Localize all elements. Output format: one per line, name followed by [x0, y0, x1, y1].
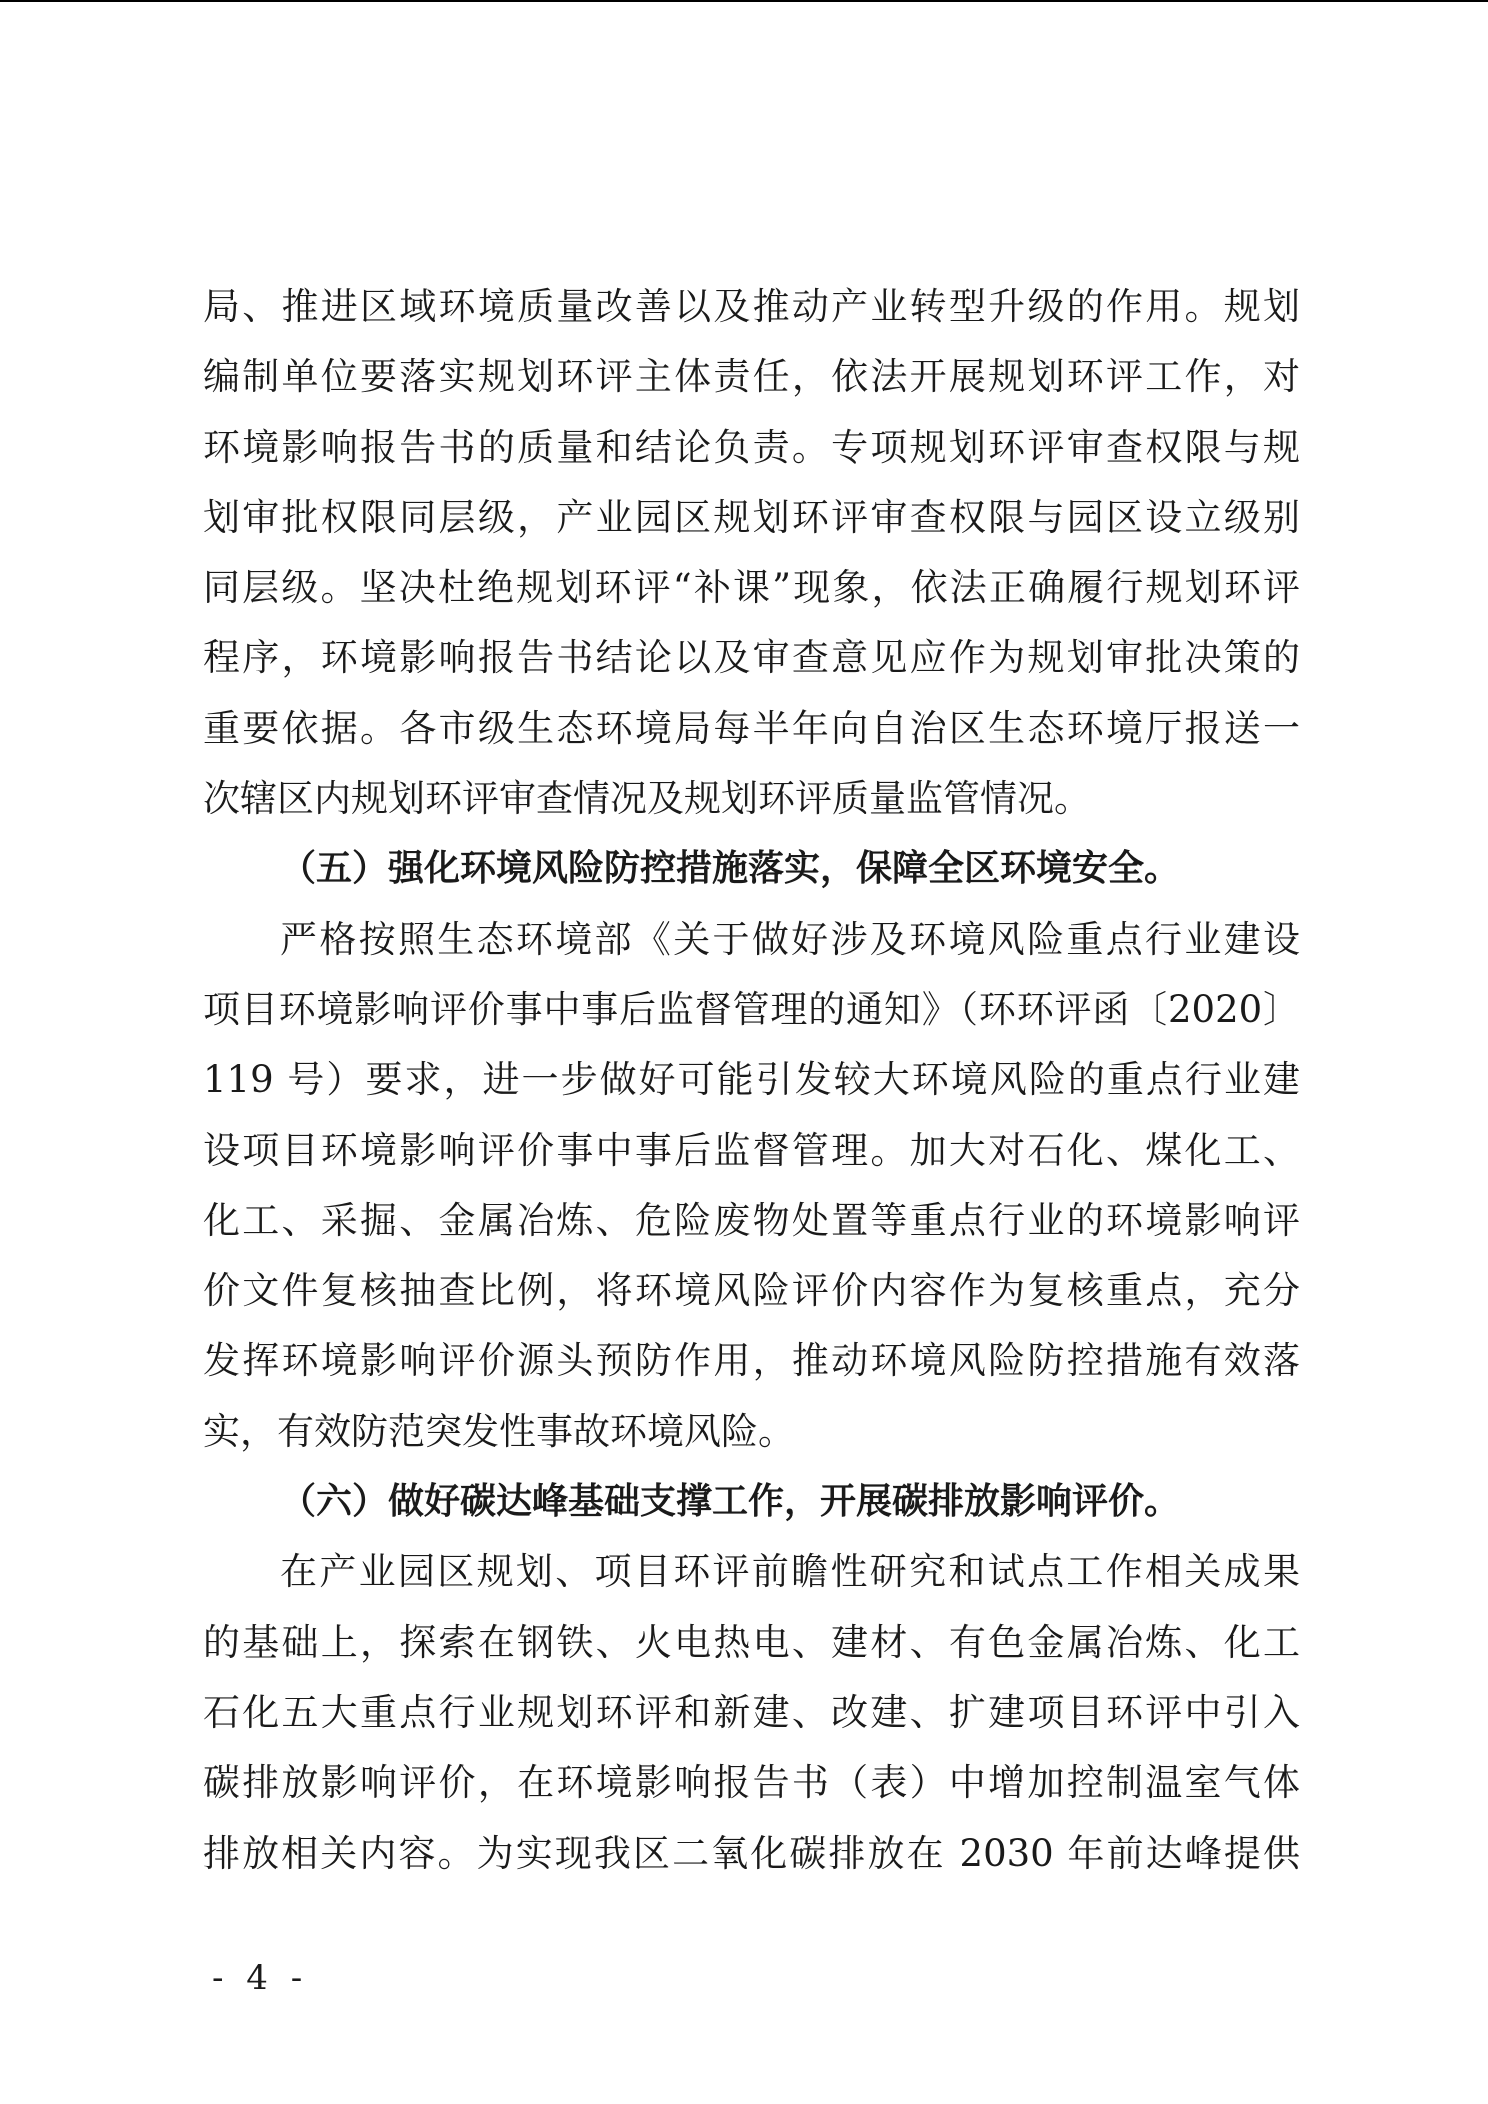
paragraph-line: 的基础上，探索在钢铁、火电热电、建材、有色金属冶炼、化工: [203, 1620, 1300, 1664]
paragraph-line: 环境影响报告书的质量和结论负责。专项规划环评审查权限与规: [203, 425, 1300, 469]
paragraph-line: 同层级。坚决杜绝规划环评“补课”现象，依法正确履行规划环评: [203, 566, 1300, 610]
paragraph-line: 编制单位要落实规划环评主体责任，依法开展规划环评工作，对: [203, 355, 1300, 399]
paragraph-line: 严格按照生态环境部《关于做好涉及环境风险重点行业建设: [280, 917, 1300, 961]
paragraph-line: 局、推进区域环境质量改善以及推动产业转型升级的作用。规划: [203, 285, 1300, 328]
paragraph-line: 碳排放影响评价，在环境影响报告书（表）中增加控制温室气体: [203, 1761, 1300, 1805]
section-heading-5: （五）强化环境风险防控措施落实，保障全区环境安全。: [280, 848, 1181, 890]
paragraph-line: 石化五大重点行业规划环评和新建、改建、扩建项目环评中引入: [203, 1690, 1300, 1734]
paragraph-line: 划审批权限同层级，产业园区规划环评审查权限与园区设立级别: [203, 495, 1300, 539]
paragraph-line: 发挥环境影响评价源头预防作用，推动环境风险防控措施有效落: [203, 1339, 1300, 1383]
paragraph-line: 次辖区内规划环评审查情况及规划环评质量监管情况。: [203, 777, 1091, 821]
paragraph-line: 化工、采掘、金属冶炼、危险废物处置等重点行业的环境影响评: [203, 1198, 1300, 1242]
paragraph-line: 119 号）要求，进一步做好可能引发较大环境风险的重点行业建: [203, 1058, 1300, 1102]
document-body: [203, 272, 1300, 1889]
paragraph-line: 价文件复核抽查比例，将环境风险评价内容作为复核重点，充分: [203, 1269, 1300, 1313]
paragraph-line: 实，有效防范突发性事故环境风险。: [203, 1409, 795, 1453]
paragraph-line: 项目环境影响评价事中事后监督管理的通知》（环环评函〔2020〕: [203, 987, 1300, 1031]
paragraph-line: 设项目环境影响评价事中事后监督管理。加大对石化、煤化工、: [203, 1128, 1300, 1172]
paragraph-line: 重要依据。各市级生态环境局每半年向自治区生态环境厅报送一: [203, 706, 1300, 750]
section-heading-6: （六）做好碳达峰基础支撑工作，开展碳排放影响评价。: [280, 1481, 1181, 1523]
top-border-line: [0, 0, 1488, 2]
paragraph-line: 程序，环境影响报告书结论以及审查意见应作为规划审批决策的: [203, 636, 1300, 680]
paragraph-line: 排放相关内容。为实现我区二氧化碳排放在 2030 年前达峰提供: [203, 1831, 1300, 1875]
page-number: - 4 -: [212, 1958, 309, 1998]
paragraph-line: 在产业园区规划、项目环评前瞻性研究和试点工作相关成果: [280, 1550, 1300, 1594]
